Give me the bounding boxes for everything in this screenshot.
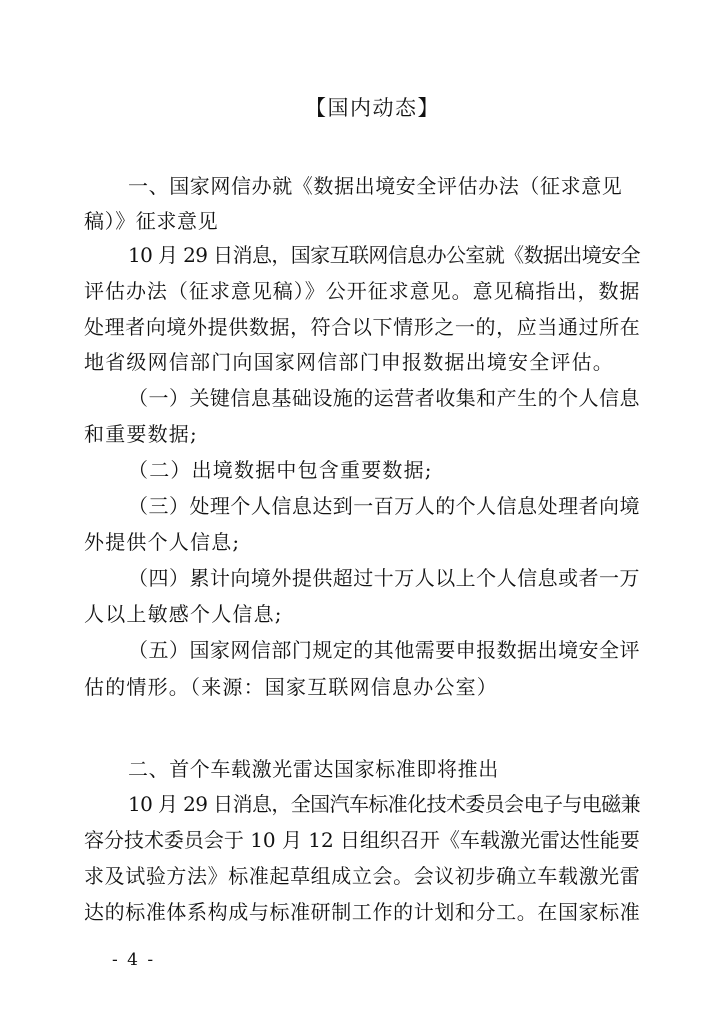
list-item-1-line-1: （一）关键信息基础设施的运营者收集和产生的个人信息: [128, 386, 640, 410]
section-1-title-line-2: 稿）》征求意见: [84, 209, 219, 233]
list-item-5-line-2: 估的情形。（来源：国家互联网信息办公室）: [84, 675, 498, 699]
section-2-text-line: 达的标准体系构成与标准研制工作的计划和分工。在国家标准: [84, 900, 641, 924]
section-2-text-line: 10 月 29 日消息，全国汽车标准化技术委员会电子与电磁兼: [128, 792, 640, 816]
section-1-text-line: 处理者向境外提供数据，符合以下情形之一的，应当通过所在: [84, 315, 641, 339]
list-item-4-line-2: 人以上敏感个人信息;: [84, 602, 283, 626]
section-1-text-line: 地省级网信部门向国家网信部门申报数据出境安全评估。: [84, 350, 614, 374]
section-1-title-line-1: 一、国家网信办就《数据出境安全评估办法（征求意见: [128, 174, 623, 198]
section-1-text-line: 评估办法（征求意见稿）》公开征求意见。意见稿指出，数据: [84, 279, 641, 303]
page-heading: 【国内动态】: [305, 96, 440, 120]
list-item-1-line-2: 和重要数据;: [84, 422, 198, 446]
list-item-3-line-1: （三）处理个人信息达到一百万人的个人信息处理者向境: [128, 494, 640, 518]
list-item-3-line-2: 外提供个人信息;: [84, 530, 241, 554]
list-item-5-line-1: （五）国家网信部门规定的其他需要申报数据出境安全评: [128, 638, 640, 662]
list-item-2: （二）出境数据中包含重要数据;: [128, 458, 433, 482]
section-2-text-line: 容分技术委员会于 10 月 12 日组织召开《车载激光雷达性能要: [84, 828, 640, 852]
section-2-text-line: 求及试验方法》标准起草组成立会。会议初步确立车载激光雷: [84, 864, 641, 888]
section-1-text-line: 10 月 29 日消息，国家互联网信息办公室就《数据出境安全: [128, 243, 640, 267]
page-number: - 4 -: [112, 950, 156, 970]
list-item-4-line-1: （四）累计向境外提供超过十万人以上个人信息或者一万: [128, 566, 640, 590]
section-2-title: 二、首个车载激光雷达国家标准即将推出: [128, 757, 499, 781]
